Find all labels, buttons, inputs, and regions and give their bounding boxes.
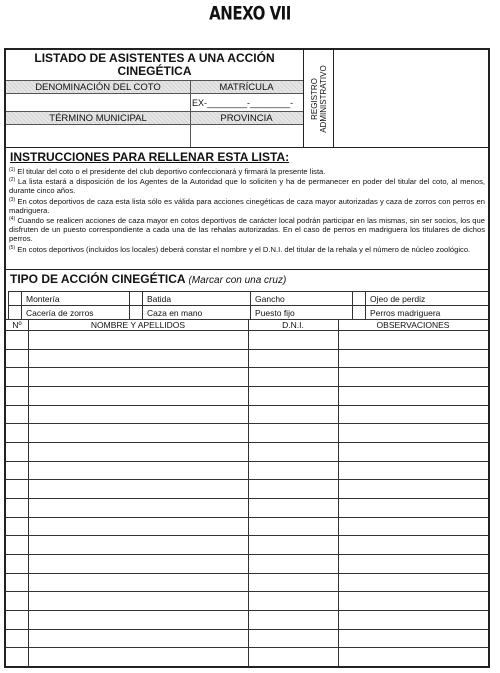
table-row[interactable] (6, 442, 488, 462)
instruction-item: $^{(5)}$ En cotos deportivos (incluidos los locales) deberá constar el nombre y el D.N.I. del titular de la rehala y el número de núcleo zoológico. (9, 244, 471, 254)
table-row[interactable] (6, 461, 488, 481)
option-monteria: Montería (21, 291, 129, 305)
tipo-title: TIPO DE ACCIÓN CINEGÉTICA (Marcar con una cruz) (10, 272, 287, 286)
checkbox-perros[interactable] (352, 305, 365, 319)
termino-field[interactable] (6, 124, 190, 147)
option-batida: Batida (142, 291, 250, 305)
checkbox-caza-mano[interactable] (129, 305, 142, 319)
attendee-rows (6, 330, 488, 666)
denominacion-label: DENOMINACIÓN DEL COTO (6, 80, 190, 93)
tipo-options (6, 291, 488, 319)
instruction-item: $^{(3)}$ En cotos deportivos de caza esta lista sólo es válida para acciones cinegéticas de caza mayor autorizadas y caza de zorros con perros en madriguera. (9, 196, 485, 215)
attendee-list-form (4, 48, 490, 668)
table-row[interactable] (6, 517, 488, 537)
header-nombre: NOMBRE Y APELLIDOS (28, 319, 248, 330)
annex-title: ANEXO VII (209, 1, 291, 25)
checkbox-ojeo[interactable] (352, 291, 365, 305)
table-row[interactable] (6, 330, 488, 350)
table-row[interactable] (6, 554, 488, 574)
provincia-label: PROVINCIA (190, 111, 303, 124)
instruction-item: $^{(2)}$ La lista estará a disposición de los Agentes de la Autoridad que lo soliciten y ha de permanecer en poder del titular del coto, al menos, durante cinco años. (9, 177, 485, 196)
table-row[interactable] (6, 367, 488, 387)
registro-box (305, 50, 334, 147)
option-ojeo: Ojeo de perdiz (365, 291, 488, 305)
table-row[interactable] (6, 610, 488, 630)
denominacion-field[interactable] (6, 93, 190, 111)
table-row[interactable] (6, 647, 488, 667)
header-main (6, 50, 304, 147)
table-row[interactable] (6, 386, 488, 406)
form-header (6, 50, 488, 148)
registro-label: REGISTRO ADMINISTRATIVO (310, 64, 328, 133)
table-row[interactable] (6, 423, 488, 443)
instruction-item: $^{(1)}$ El titular del coto o el presidente del club deportivo confeccionará y firmará la presente lista. (9, 167, 326, 176)
form-title: LISTADO DE ASISTENTES A UNA ACCIÓN CINEGÉTICA (34, 51, 275, 78)
checkbox-caceria[interactable] (8, 305, 21, 319)
table-row[interactable] (6, 349, 488, 369)
option-gancho: Gancho (250, 291, 352, 305)
header-observaciones: OBSERVACIONES (338, 319, 488, 330)
checkbox-monteria[interactable] (8, 291, 21, 305)
table-row[interactable] (6, 629, 488, 649)
instructions-title: INSTRUCCIONES PARA RELLENAR ESTA LISTA: (10, 150, 290, 164)
table-row[interactable] (6, 405, 488, 425)
instruction-item: $^{(4)}$ Cuando se realicen acciones de caza mayor en cotos deportivos de carácter local podrán participar en las mismas, sin ser socios, los que disfruten de un puesto correspondiente a cada una de las rehalas autorizadas. En el caso de perros en madriguera los titulares de dichos perros. (9, 216, 485, 244)
table-row[interactable] (6, 479, 488, 499)
matricula-label: MATRÍCULA (190, 80, 303, 93)
provincia-field[interactable] (190, 124, 303, 147)
option-perros: Perros madriguera (365, 305, 488, 319)
option-puesto-fijo: Puesto fijo (250, 305, 352, 319)
matricula-value: EX-________-________- (192, 98, 294, 108)
option-caza-mano: Caza en mano (142, 305, 250, 319)
header-divider (190, 80, 191, 147)
instructions-list (9, 166, 485, 254)
section-divider (6, 269, 488, 270)
table-row[interactable] (6, 535, 488, 555)
table-row[interactable] (6, 498, 488, 518)
tipo-hint: (Marcar con una cruz) (188, 275, 287, 286)
checkbox-batida[interactable] (129, 291, 142, 305)
header-dni: D.N.I. (248, 319, 338, 330)
option-caceria: Cacería de zorros (21, 305, 129, 319)
termino-label: TÉRMINO MUNICIPAL (6, 111, 190, 124)
table-row[interactable] (6, 573, 488, 593)
header-num: Nº (6, 319, 28, 330)
table-row[interactable] (6, 591, 488, 611)
